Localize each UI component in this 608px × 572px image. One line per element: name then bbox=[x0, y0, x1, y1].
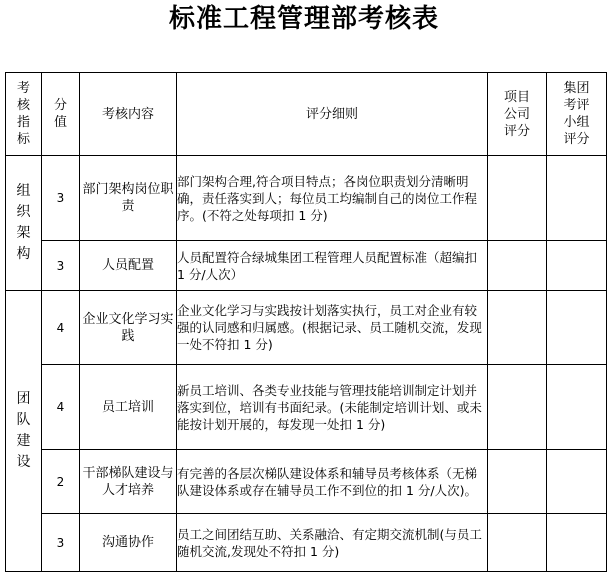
header-detail: 评分细则 bbox=[177, 73, 488, 156]
score-cell: 2 bbox=[42, 450, 80, 514]
detail-cell: 有完善的各层次梯队建设体系和辅导员考核体系（无梯队建设体系或存在辅导员工作不到位的扣 1 分/人次)。 bbox=[177, 450, 488, 514]
group-panel-score-cell[interactable] bbox=[547, 156, 607, 241]
detail-cell: 企业文化学习与实践按计划落实执行，员工对企业有较强的认同感和归属感。(根据记录、员工随机交流，发现一处不符扣 1 分) bbox=[177, 291, 488, 365]
assessment-table bbox=[5, 72, 607, 572]
score-cell: 4 bbox=[42, 291, 80, 365]
content-cell: 沟通协作 bbox=[80, 514, 177, 572]
table-row bbox=[6, 514, 607, 572]
header-score: 分值 bbox=[42, 73, 80, 156]
group-panel-score-cell[interactable] bbox=[547, 450, 607, 514]
detail-cell: 部门架构合理,符合项目特点；各岗位职责划分清晰明确，责任落实到人；每位员工均编制自己的岗位工作程序。(不符之处每项扣 1 分) bbox=[177, 156, 488, 241]
project-company-score-cell[interactable] bbox=[488, 241, 547, 291]
page-title: 标准工程管理部考核表 bbox=[168, 4, 439, 34]
score-cell: 3 bbox=[42, 241, 80, 291]
score-cell: 3 bbox=[42, 514, 80, 572]
category-team: 团队建设 bbox=[6, 291, 42, 572]
content-cell: 干部梯队建设与人才培养 bbox=[80, 450, 177, 514]
group-panel-score-cell[interactable] bbox=[547, 241, 607, 291]
detail-cell: 新员工培训、各类专业技能与管理技能培训制定计划并落实到位，培训有书面纪录。(未能制定培训计划、或未能按计划开展的，每发现一处扣 1 分) bbox=[177, 365, 488, 450]
header-indicator: 考核指标 bbox=[6, 73, 42, 156]
content-cell: 人员配置 bbox=[80, 241, 177, 291]
detail-cell: 人员配置符合绿城集团工程管理人员配置标准（超编扣 1 分/人次） bbox=[177, 241, 488, 291]
header-project-company: 项目公司评分 bbox=[488, 73, 547, 156]
project-company-score-cell[interactable] bbox=[488, 450, 547, 514]
group-panel-score-cell[interactable] bbox=[547, 514, 607, 572]
group-panel-score-cell[interactable] bbox=[547, 365, 607, 450]
content-cell: 部门架构岗位职责 bbox=[80, 156, 177, 241]
project-company-score-cell[interactable] bbox=[488, 514, 547, 572]
header-group-panel: 集团考评小组评分 bbox=[547, 73, 607, 156]
project-company-score-cell[interactable] bbox=[488, 291, 547, 365]
table-row bbox=[6, 156, 607, 241]
group-panel-score-cell[interactable] bbox=[547, 291, 607, 365]
content-cell: 员工培训 bbox=[80, 365, 177, 450]
table-row bbox=[6, 241, 607, 291]
content-cell: 企业文化学习实践 bbox=[80, 291, 177, 365]
table-row bbox=[6, 291, 607, 365]
score-cell: 4 bbox=[42, 365, 80, 450]
project-company-score-cell[interactable] bbox=[488, 365, 547, 450]
score-cell: 3 bbox=[42, 156, 80, 241]
table-row bbox=[6, 365, 607, 450]
header-content: 考核内容 bbox=[80, 73, 177, 156]
table-row bbox=[6, 450, 607, 514]
header-row bbox=[6, 73, 607, 156]
category-org: 组织架构 bbox=[6, 156, 42, 291]
project-company-score-cell[interactable] bbox=[488, 156, 547, 241]
detail-cell: 员工之间团结互助、关系融洽、有定期交流机制(与员工随机交流,发现处不符扣 1 分) bbox=[177, 514, 488, 572]
